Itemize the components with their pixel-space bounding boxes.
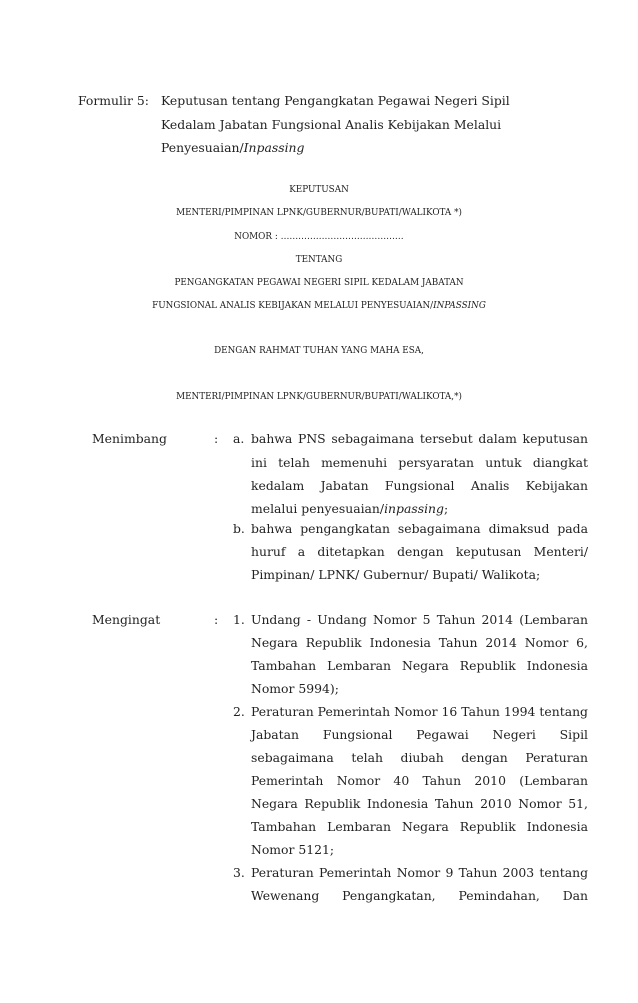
mengingat-1-line-4: Nomor 5994); bbox=[251, 681, 339, 696]
heading-subject-1: PENGANGKATAN PEGAWAI NEGERI SIPIL KEDALAM JABATAN bbox=[174, 278, 464, 288]
mengingat-label: Mengingat bbox=[92, 612, 161, 627]
form-title-line-1: Keputusan tentang Pengangkatan Pegawai Negeri Sipil bbox=[161, 93, 510, 108]
menimbang-a-line-2: ini telah memenuhi persyaratan untuk diangkat bbox=[251, 455, 588, 470]
mengingat-2-line-7: Nomor 5121; bbox=[251, 842, 335, 857]
mengingat-2-line-5: Negara Republik Indonesia Tahun 2010 Nomor 51, bbox=[251, 796, 588, 811]
heading-subject-2: FUNGSIONAL ANALIS KEBIJAKAN MELALUI PENYESUAIAN/INPASSING bbox=[152, 301, 486, 311]
menimbang-a-line-3: kedalam Jabatan Fungsional Analis Kebijakan bbox=[251, 478, 588, 493]
mengingat-colon: : bbox=[214, 612, 219, 627]
heading-tentang: TENTANG bbox=[295, 255, 343, 265]
menimbang-a-marker: a. bbox=[233, 431, 245, 446]
menimbang-a-line-1: bahwa PNS sebagaimana tersebut dalam keputusan bbox=[251, 431, 588, 446]
form-title-line-2: Kedalam Jabatan Fungsional Analis Kebijakan Melalui bbox=[161, 117, 502, 132]
menimbang-b-marker: b. bbox=[233, 521, 245, 536]
mengingat-1-line-1: Undang - Undang Nomor 5 Tahun 2014 (Lembaran bbox=[251, 612, 588, 627]
heading-nomor: NOMOR : …………………………………… bbox=[234, 232, 404, 242]
menimbang-label: Menimbang bbox=[92, 431, 167, 446]
menimbang-a-italic: inpassing bbox=[384, 501, 444, 516]
mengingat-1-line-2: Negara Republik Indonesia Tahun 2014 Nomor 6, bbox=[251, 635, 588, 650]
mengingat-3-line-2: Wewenang Pengangkatan, Pemindahan, Dan bbox=[251, 888, 588, 903]
preamble-official: MENTERI/PIMPINAN LPNK/GUBERNUR/BUPATI/WALIKOTA,*) bbox=[176, 392, 462, 402]
form-title-line-3: Penyesuaian/Inpassing bbox=[161, 140, 305, 155]
mengingat-2-marker: 2. bbox=[233, 704, 245, 719]
mengingat-1-marker: 1. bbox=[233, 612, 245, 627]
heading-keputusan: KEPUTUSAN bbox=[289, 185, 349, 195]
menimbang-a-line-4: melalui penyesuaian/inpassing; bbox=[251, 501, 449, 516]
menimbang-b-line-3: Pimpinan/ LPNK/ Gubernur/ Bupati/ Walikota; bbox=[251, 567, 541, 582]
menimbang-colon: : bbox=[214, 431, 219, 446]
mengingat-2-line-4: Pemerintah Nomor 40 Tahun 2010 (Lembaran bbox=[251, 773, 588, 788]
mengingat-3-marker: 3. bbox=[233, 865, 245, 880]
mengingat-1-line-3: Tambahan Lembaran Negara Republik Indonesia bbox=[251, 658, 588, 673]
mengingat-2-line-1: Peraturan Pemerintah Nomor 16 Tahun 1994 tentang bbox=[251, 704, 588, 719]
heading-official: MENTERI/PIMPINAN LPNK/GUBERNUR/BUPATI/WALIKOTA *) bbox=[176, 208, 462, 218]
heading-subject-italic: INPASSING bbox=[433, 301, 486, 311]
mengingat-2-line-6: Tambahan Lembaran Negara Republik Indonesia bbox=[251, 819, 588, 834]
mengingat-2-line-3: sebagaimana telah diubah dengan Peraturan bbox=[251, 750, 588, 765]
menimbang-b-line-2: huruf a ditetapkan dengan keputusan Menteri/ bbox=[251, 544, 588, 559]
preamble-rahmat: DENGAN RAHMAT TUHAN YANG MAHA ESA, bbox=[214, 346, 424, 356]
form-title-italic: Inpassing bbox=[243, 140, 305, 155]
menimbang-b-line-1: bahwa pengangkatan sebagaimana dimaksud pada bbox=[251, 521, 588, 536]
form-label: Formulir 5: bbox=[78, 93, 149, 108]
mengingat-3-line-1: Peraturan Pemerintah Nomor 9 Tahun 2003 tentang bbox=[251, 865, 588, 880]
mengingat-2-line-2: Jabatan Fungsional Pegawai Negeri Sipil bbox=[251, 727, 588, 742]
